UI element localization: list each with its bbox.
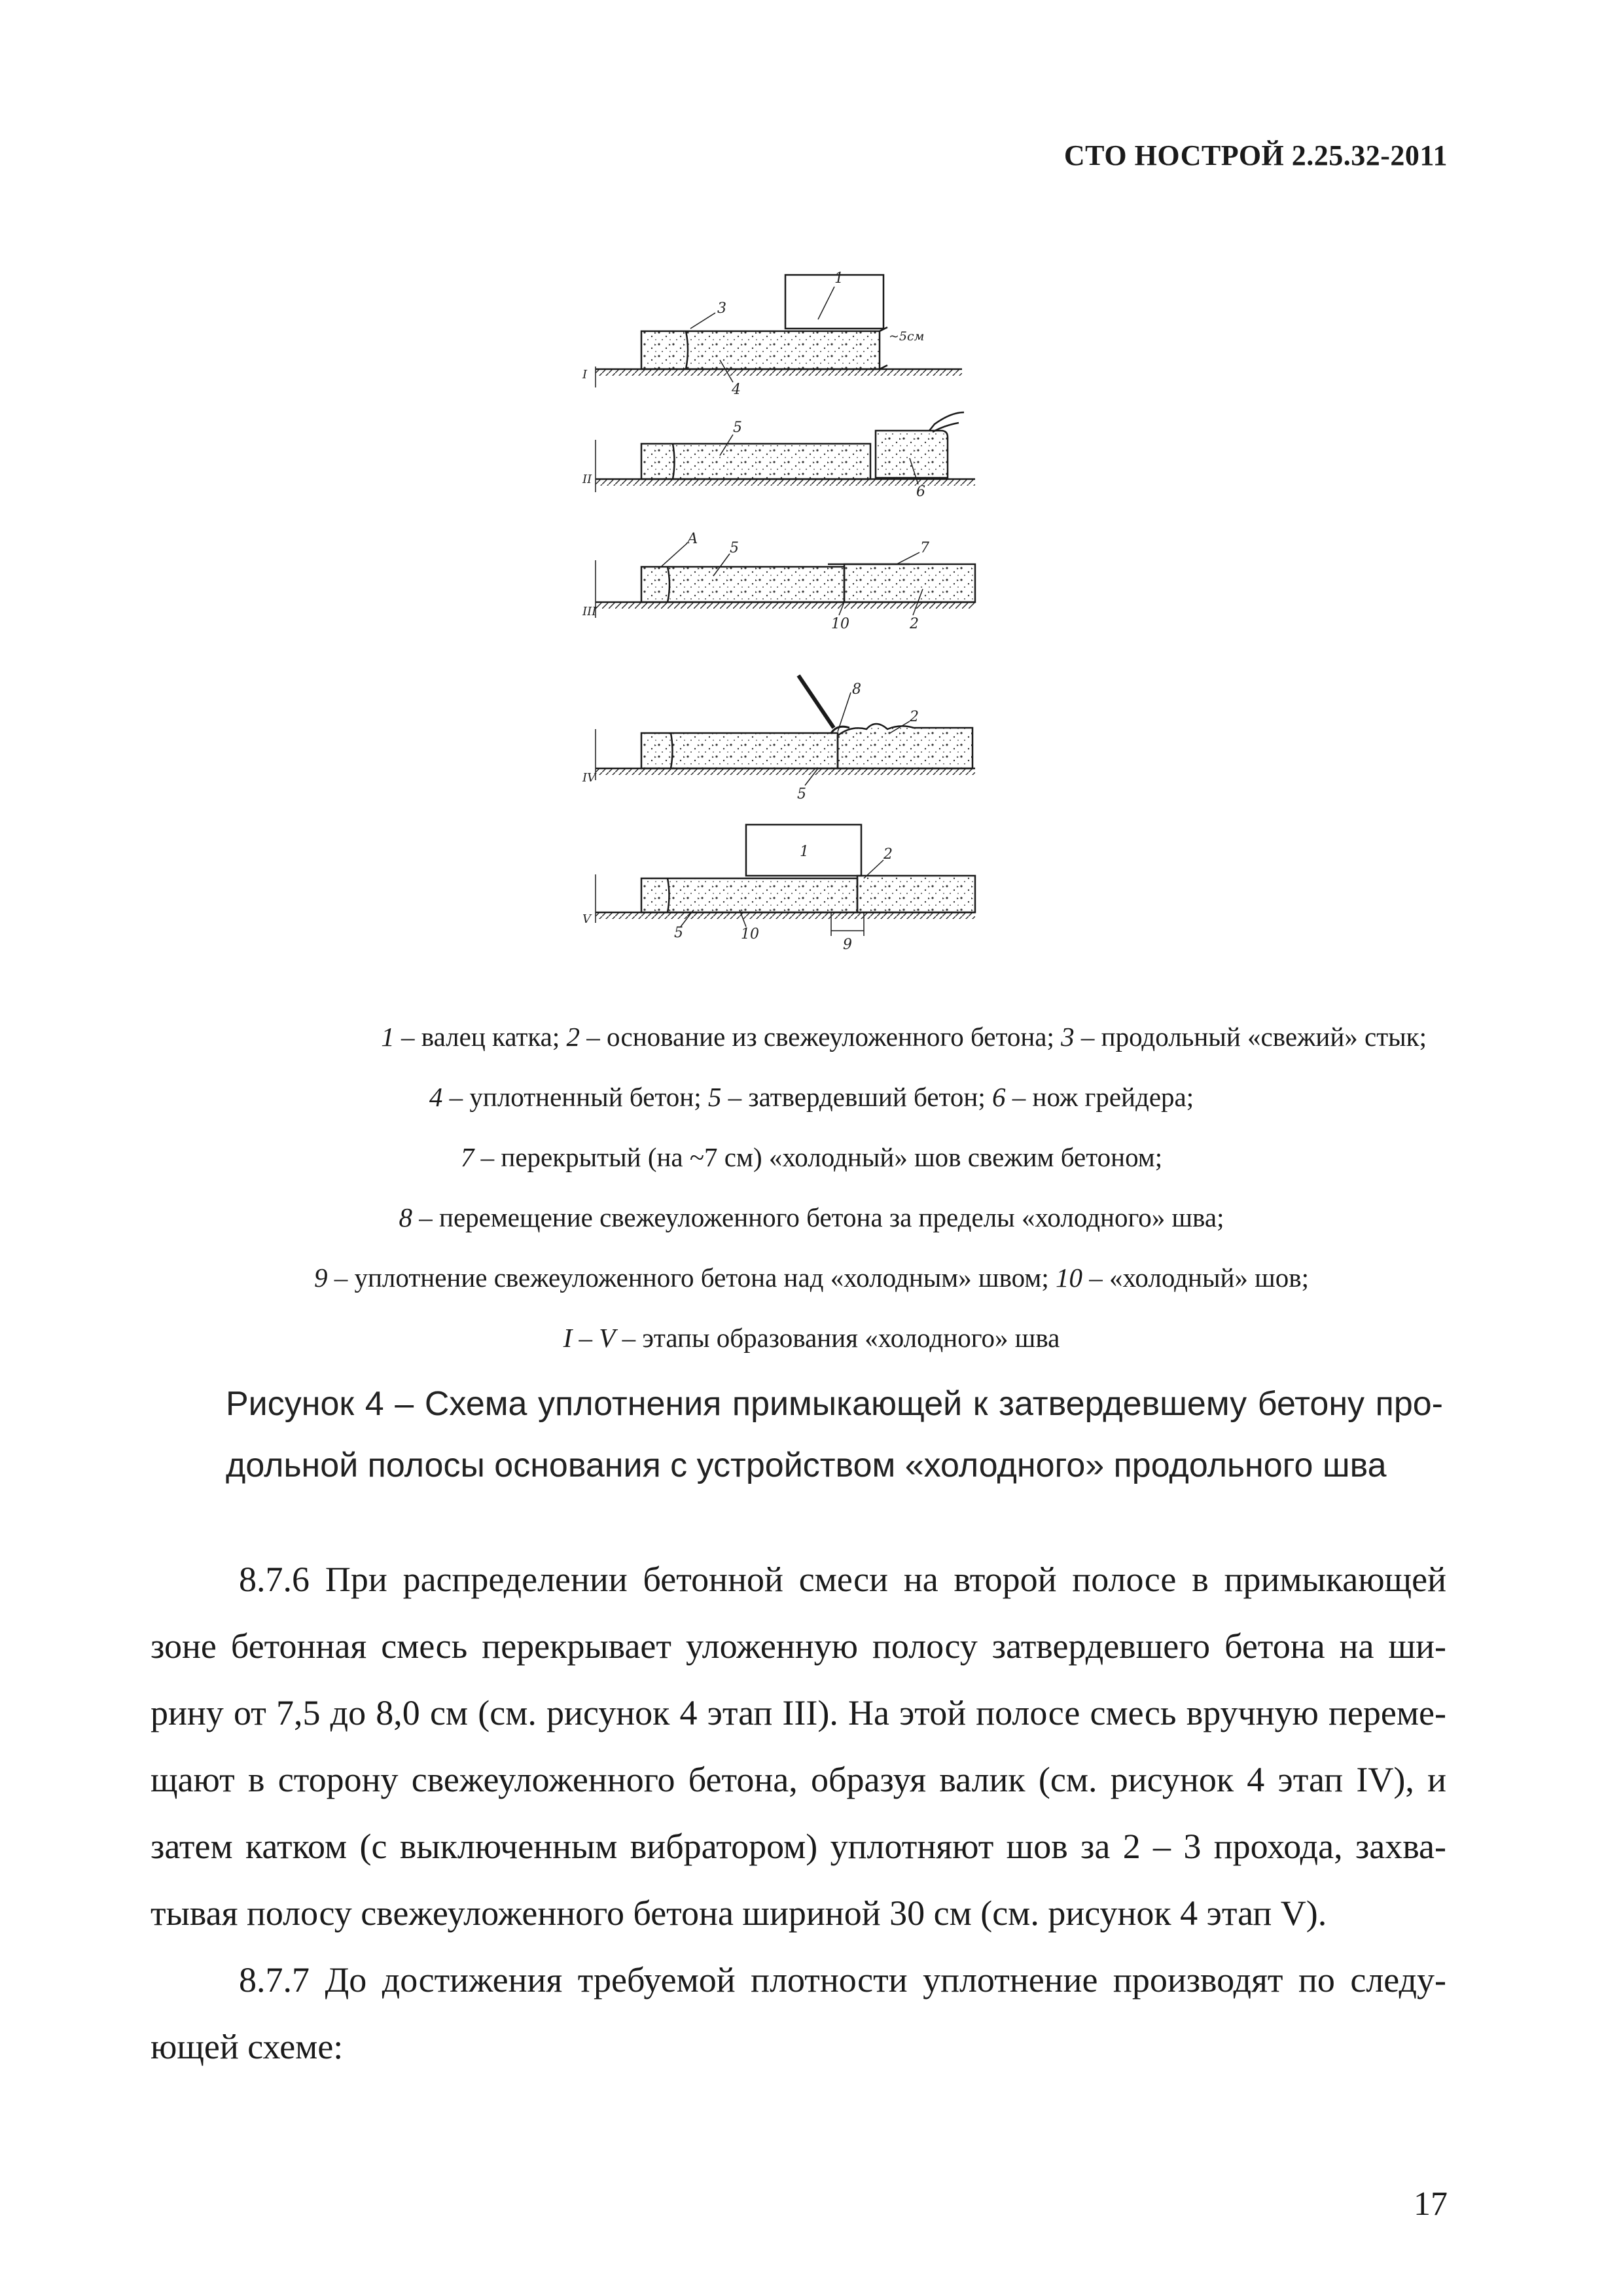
caption-line-1: Рисунок 4 – Схема уплотнения примыкающей к затвердевшему бетону про- xyxy=(226,1385,1443,1423)
figure-label-a: А xyxy=(687,531,698,547)
figure-label-3: 3 xyxy=(717,300,726,317)
legend-line-2: 4 – уплотненный бетон; 5 – затвердевший бетон; 6 – нож грейдера; xyxy=(429,1082,1194,1112)
stage-1-label: I xyxy=(582,368,588,382)
legend-line-1: 1 – валец катка; 2 – основание из свежеуложенного бетона; 3 – продольный «свежий» стык; xyxy=(381,1022,1427,1052)
paragraph-8-7-6-line-4: щают в сторону свежеуложенного бетона, образуя валик (см. рисунок 4 этап IV), и xyxy=(151,1760,1446,1799)
stage-4-diagram xyxy=(582,673,975,802)
figure-label-5-stage4: 5 xyxy=(797,786,806,802)
figure-label-5-stage5: 5 xyxy=(674,925,683,941)
page-number: 17 xyxy=(1414,2185,1448,2223)
paragraph-8-7-7-line-1: 8.7.7 До достижения требуемой плотности уплотнение производят по следу- xyxy=(239,1960,1446,2000)
stage-2-diagram xyxy=(582,412,975,500)
compaction-stages-figure xyxy=(556,236,1093,975)
figure-label-5-stage3: 5 xyxy=(730,540,739,556)
figure-label-2-stage5: 2 xyxy=(883,846,893,863)
figure-legend xyxy=(196,1007,1427,1368)
paragraph-8-7-6-line-5: затем катком (с выключенным вибратором) уплотняют шов за 2 – 3 прохода, захва- xyxy=(151,1827,1446,1866)
figure-label-2-stage4: 2 xyxy=(910,709,919,725)
figure-label-6: 6 xyxy=(916,484,925,500)
stage-3-diagram xyxy=(582,531,975,632)
figure-caption xyxy=(226,1373,1443,1496)
figure-label-1-stage5: 1 xyxy=(800,844,809,860)
figure-label-8: 8 xyxy=(852,681,861,698)
figure-label-5cm: ~5см xyxy=(889,329,925,344)
document-header: СТО НОСТРОЙ 2.25.32-2011 xyxy=(1063,139,1448,171)
paragraph-8-7-7-line-2: ющей схеме: xyxy=(151,2027,344,2066)
stage-1-diagram xyxy=(582,270,962,398)
stage-2-label: II xyxy=(582,473,592,486)
legend-line-5: 9 – уплотнение свежеуложенного бетона над «холодным» швом; 10 – «холодный» шов; xyxy=(313,1263,1310,1293)
paragraph-8-7-6-line-6: тывая полосу свежеуложенного бетона шириной 30 см (см. рисунок 4 этап V). xyxy=(151,1893,1327,1933)
body-text xyxy=(151,1546,1446,2080)
paragraph-8-7-6-line-2: зоне бетонная смесь перекрывает уложенную полосу затвердевшего бетона на ши- xyxy=(151,1626,1446,1666)
caption-line-2: дольной полосы основания с устройством «холодного» продольного шва xyxy=(226,1446,1387,1484)
figure-label-9: 9 xyxy=(843,937,852,953)
stage-5-label: V xyxy=(582,912,591,926)
stage-4-label: IV xyxy=(582,771,596,785)
legend-line-3: 7 – перекрытый (на ~7 см) «холодный» шов свежим бетоном; xyxy=(460,1142,1163,1172)
paragraph-8-7-6-line-1: 8.7.6 При распределении бетонной смеси на второй полосе в примыкающей xyxy=(239,1560,1446,1599)
paragraph-8-7-6-line-3: рину от 7,5 до 8,0 см (см. рисунок 4 этап III). На этой полосе смесь вручную переме- xyxy=(151,1693,1446,1732)
legend-line-4: 8 – перемещение свежеуложенного бетона за пределы «холодного» шва; xyxy=(399,1202,1224,1232)
figure-label-10-stage5: 10 xyxy=(741,926,759,942)
figure-label-5-stage2: 5 xyxy=(733,420,742,436)
stage-5-diagram xyxy=(582,825,975,953)
stage-3-label: III xyxy=(582,605,597,619)
figure-label-10-stage3: 10 xyxy=(831,616,849,632)
figure-label-2-stage3: 2 xyxy=(910,616,919,632)
figure-label-4: 4 xyxy=(732,382,741,398)
figure-label-7: 7 xyxy=(920,540,929,556)
legend-line-6: I – V – этапы образования «холодного» шва xyxy=(563,1323,1060,1353)
figure-label-1: 1 xyxy=(834,270,844,287)
